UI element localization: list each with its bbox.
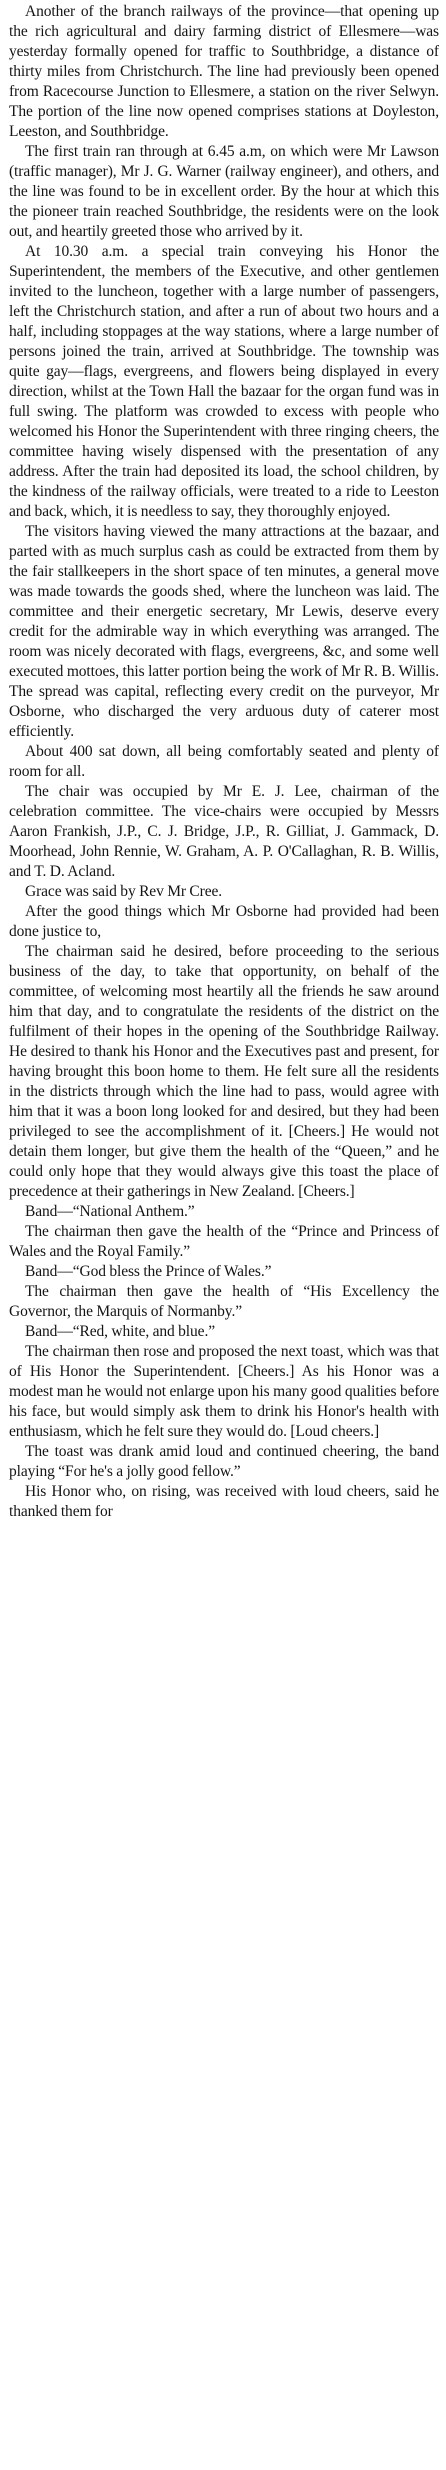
paragraph-special-train: At 10.30 a.m. a special train conveying his Honor the Superintendent, the members of the Executive, and other gentlemen invited to the luncheon, together with a large number of passengers, left the Christchurch station, and after a run of about two hours and a half, including stoppages at the way stations, where a large number of persons joined the train, arrived at Southbridge. The township was quite gay—flags, evergreens, and flowers being displayed in every direction, whilst at the Town Hall the bazaar for the organ fund was in full swing. The platform was crowded to excess with people who welcomed his Honor the Superintendent with three ringing cheers, the committee having wisely dispensed with the presentation of any address. After the train had deposited its load, the school children, by the kindness of the railway officials, were treated to a ride to Leeston and back, which, it is needless to say, they thoroughly enjoyed. xyxy=(9,243,439,520)
paragraph-band-anthem: Band—“National Anthem.” xyxy=(25,1203,195,1220)
paragraph-his-honor-reply: His Honor who, on rising, was received with loud cheers, said he thanked them for xyxy=(9,1483,439,1520)
paragraph-good-things: After the good things which Mr Osborne had provided had been done justice to, xyxy=(9,903,439,940)
paragraph-attendance: About 400 sat down, all being comfortably seated and plenty of room for all. xyxy=(9,743,439,780)
paragraph-toast-governor: The chairman then gave the health of “His Excellency the Governor, the Marquis of Normanby.” xyxy=(9,1283,439,1320)
paragraph-opening: Another of the branch railways of the province—that opening up the rich agricultural and dairy farming district of Ellesmere—was yesterday formally opened for traffic to Southbridge, a distance of thirty miles from Christchurch. The line had previously been opened from Racecourse Junction to Ellesmere, a station on the river Selwyn. The portion of the line now opened comprises stations at Doyleston, Leeston, and Southbridge. xyxy=(9,3,439,140)
paragraph-band-prince: Band—“God bless the Prince of Wales.” xyxy=(25,1263,272,1280)
paragraph-chairman-speech: The chairman said he desired, before proceeding to the serious business of the day, to take that opportunity, on behalf of the committee, of welcoming most heartily all the friends he saw around him that day, and to congratulate the residents of the district on the fulfilment of their hopes in the opening of the Southbridge Railway. He desired to thank his Honor and the Executives past and present, for having brought this boon home to them. He felt sure all the residents in the districts through which the line had to pass, would agree with him that it was a boon long looked for and desired, but they had been privileged to see the accomplishment of it. [Cheers.] He would not detain them longer, but give them the health of the “Queen,” and he could only hope that they would always give this toast the place of precedence at their gatherings in New Zealand. [Cheers.] xyxy=(9,943,439,1200)
paragraph-toast-superintendent: The chairman then rose and proposed the next toast, which was that of His Honor the Superintendent. [Cheers.] As his Honor was a modest man he would not enlarge upon his many good qualities before his face, but would simply ask them to drink his Honor's health with enthusiasm, which he felt sure they would do. [Loud cheers.] xyxy=(9,1343,439,1440)
paragraph-toast-prince: The chairman then gave the health of the “Prince and Princess of Wales and the Royal Family.” xyxy=(9,1223,439,1260)
paragraph-bazaar-luncheon: The visitors having viewed the many attractions at the bazaar, and parted with as much surplus cash as could be extracted from them by the fair stallkeepers in the short space of ten minutes, a general move was made towards the goods shed, where the luncheon was laid. The committee and their energetic secretary, Mr Lewis, deserve every credit for the admirable way in which everything was arranged. The room was nicely decorated with flags, evergreens, &c, and some well executed mottoes, this latter portion being the work of Mr R. B. Willis. The spread was capital, reflecting every credit on the purveyor, Mr Osborne, who discharged the very arduous duty of caterer most efficiently. xyxy=(9,523,439,740)
paragraph-chair: The chair was occupied by Mr E. J. Lee, chairman of the celebration committee. The vice-chairs were occupied by Messrs Aaron Frankish, J.P., C. J. Bridge, J.P., R. Gilliat, J. Gammack, D. Moorhead, John Rennie, W. Graham, A. P. O'Callaghan, R. B. Willis, and T. D. Acland. xyxy=(9,783,439,880)
paragraph-toast-drank: The toast was drank amid loud and continued cheering, the band playing “For he's a jolly good fellow.” xyxy=(9,1443,439,1480)
paragraph-band-red-white-blue: Band—“Red, white, and blue.” xyxy=(25,1323,215,1340)
paragraph-first-train: The first train ran through at 6.45 a.m, on which were Mr Lawson (traffic manager), Mr J. G. Warner (railway engineer), and others, and the line was found to be in excellent order. By the hour at which this the pioneer train reached Southbridge, the residents were on the look out, and heartily greeted those who arrived by it. xyxy=(9,143,439,240)
paragraph-grace: Grace was said by Rev Mr Cree. xyxy=(25,883,223,900)
